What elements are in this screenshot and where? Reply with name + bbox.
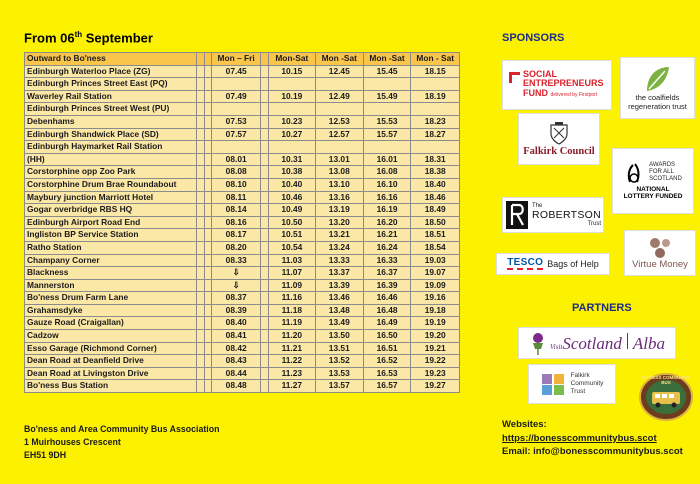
time-cell: 16.21 (363, 229, 411, 242)
time-cell: 10.15 (268, 65, 315, 78)
website-link[interactable]: https://bonesscommunitybus.scot (502, 432, 657, 444)
time-cell: 16.19 (363, 204, 411, 217)
table-row (25, 103, 460, 116)
time-cell: 16.57 (363, 380, 411, 393)
time-cell: 11.18 (268, 304, 315, 317)
table-row (25, 166, 460, 179)
time-cell: 16.37 (363, 267, 411, 280)
table-row (25, 178, 460, 191)
time-cell: 12.57 (315, 128, 363, 141)
time-cell: 11.23 (268, 367, 315, 380)
address-line: 1 Muirhouses Crescent (24, 437, 121, 447)
time-cell: 08.37 (212, 292, 260, 305)
table-row (25, 330, 460, 343)
time-cell: 07.45 (212, 65, 260, 78)
stop-name: Champany Corner (25, 254, 197, 267)
stop-name: Gogar overbridge RBS HQ (25, 204, 197, 217)
stop-name: Edinburgh Shandwick Place (SD) (25, 128, 197, 141)
table-row (25, 90, 460, 103)
time-cell: 13.57 (315, 380, 363, 393)
table-row (25, 292, 460, 305)
time-cell (212, 141, 260, 154)
time-cell (268, 103, 315, 116)
virtue-dots-icon (646, 237, 674, 259)
time-cell: 07.49 (212, 90, 260, 103)
header-col: Mon -Sat (315, 53, 363, 66)
time-cell: 08.33 (212, 254, 260, 267)
table-row (25, 191, 460, 204)
time-cell: 13.53 (315, 367, 363, 380)
time-cell: 08.14 (212, 204, 260, 217)
time-cell: 13.16 (315, 191, 363, 204)
time-cell: 08.01 (212, 153, 260, 166)
time-cell: 15.45 (363, 65, 411, 78)
header-col: Mon - Sat (411, 53, 460, 66)
time-cell: 16.01 (363, 153, 411, 166)
stop-name: Gauze Road (Craigallan) (25, 317, 197, 330)
time-cell: 19.16 (411, 292, 460, 305)
stop-name: Grahamsdyke (25, 304, 197, 317)
sponsors-title: SPONSORS (502, 32, 565, 44)
time-cell: 15.57 (363, 128, 411, 141)
time-cell: 11.22 (268, 355, 315, 368)
time-cell: 08.48 (212, 380, 260, 393)
stop-name: Dean Road at Deanfield Drive (25, 355, 197, 368)
time-cell: 10.23 (268, 115, 315, 128)
time-cell: 16.33 (363, 254, 411, 267)
stop-name: Ratho Station (25, 241, 197, 254)
time-cell: 10.54 (268, 241, 315, 254)
time-cell: 13.01 (315, 153, 363, 166)
time-cell: 19.22 (411, 355, 460, 368)
time-cell: 16.20 (363, 216, 411, 229)
table-row (25, 367, 460, 380)
stop-name: Edinburgh Waterloo Place (ZG) (25, 65, 197, 78)
time-cell: 11.09 (268, 279, 315, 292)
time-cell: ⇩ (212, 267, 260, 280)
time-cell: ⇩ (212, 279, 260, 292)
time-cell: 16.50 (363, 330, 411, 343)
coalfields-leaf-icon (643, 65, 673, 93)
timetable-header-row (25, 53, 460, 66)
time-cell (363, 103, 411, 116)
table-row (25, 115, 460, 128)
table-row (25, 65, 460, 78)
time-cell (268, 141, 315, 154)
table-row (25, 304, 460, 317)
time-cell: 10.46 (268, 191, 315, 204)
virtue-money-logo: Virtue Money (624, 230, 696, 276)
time-cell: 11.27 (268, 380, 315, 393)
time-cell: 13.24 (315, 241, 363, 254)
time-cell (363, 78, 411, 91)
stop-name: Debenhams (25, 115, 197, 128)
stop-name: Mannerston (25, 279, 197, 292)
header-col: Mon – Fri (212, 53, 260, 66)
time-cell: 10.27 (268, 128, 315, 141)
time-cell: 16.39 (363, 279, 411, 292)
time-cell (268, 78, 315, 91)
time-cell: 13.39 (315, 279, 363, 292)
lottery-crossed-fingers-icon (624, 162, 646, 184)
table-row (25, 204, 460, 217)
fct-squares-icon (541, 372, 567, 396)
time-cell (212, 78, 260, 91)
time-cell: 11.16 (268, 292, 315, 305)
time-cell: 08.42 (212, 342, 260, 355)
time-cell: 10.38 (268, 166, 315, 179)
time-cell: 19.09 (411, 279, 460, 292)
time-cell: 13.08 (315, 166, 363, 179)
table-row (25, 380, 460, 393)
table-row (25, 241, 460, 254)
time-cell: 19.03 (411, 254, 460, 267)
time-cell: 08.43 (212, 355, 260, 368)
time-cell (315, 141, 363, 154)
stop-name: Esso Garage (Richmond Corner) (25, 342, 197, 355)
time-cell: 08.20 (212, 241, 260, 254)
stop-name: Maybury junction Marriott Hotel (25, 191, 197, 204)
header-stop: Outward to Bo'ness (25, 53, 197, 66)
partners-title: PARTNERS (572, 302, 632, 314)
table-row (25, 254, 460, 267)
time-cell: 19.23 (411, 367, 460, 380)
table-row (25, 267, 460, 280)
table-row (25, 153, 460, 166)
time-cell (411, 141, 460, 154)
table-row (25, 128, 460, 141)
time-cell: 13.19 (315, 204, 363, 217)
time-cell: 16.10 (363, 178, 411, 191)
stop-name: Bo'ness Bus Station (25, 380, 197, 393)
stop-name: Corstorphine opp Zoo Park (25, 166, 197, 179)
time-cell: 07.57 (212, 128, 260, 141)
address-block (24, 423, 220, 462)
time-cell: 16.52 (363, 355, 411, 368)
time-cell: 13.37 (315, 267, 363, 280)
time-cell: 16.24 (363, 241, 411, 254)
time-cell: 19.07 (411, 267, 460, 280)
falkirk-council-logo: Falkirk Council (518, 113, 600, 165)
time-cell: 13.52 (315, 355, 363, 368)
time-cell (411, 78, 460, 91)
stop-name: Edinburgh Princes Street West (PU) (25, 103, 197, 116)
time-cell: 16.48 (363, 304, 411, 317)
time-cell: 19.19 (411, 317, 460, 330)
boness-bus-badge: BO'NESS COMMUNITY BUS (638, 372, 694, 422)
stop-name: Bo'ness Drum Farm Lane (25, 292, 197, 305)
time-cell: 13.33 (315, 254, 363, 267)
time-cell: 16.53 (363, 367, 411, 380)
table-row (25, 342, 460, 355)
address-line: Bo'ness and Area Community Bus Association (24, 424, 220, 434)
coalfields-logo: the coalfields regeneration trust (620, 57, 695, 119)
table-row (25, 279, 460, 292)
time-cell: 18.50 (411, 216, 460, 229)
time-cell: 18.31 (411, 153, 460, 166)
time-cell (212, 103, 260, 116)
time-cell: 13.50 (315, 330, 363, 343)
time-cell (315, 103, 363, 116)
contact-block (502, 418, 683, 459)
time-cell: 08.16 (212, 216, 260, 229)
stop-name: (HH) (25, 153, 197, 166)
time-cell: 11.19 (268, 317, 315, 330)
time-cell: 19.20 (411, 330, 460, 343)
time-cell: 19.18 (411, 304, 460, 317)
time-cell: 11.07 (268, 267, 315, 280)
stop-name: Edinburgh Airport Road End (25, 216, 197, 229)
thistle-icon (529, 331, 547, 355)
header-col: Mon-Sat (268, 53, 315, 66)
time-cell: 13.10 (315, 178, 363, 191)
time-cell: 18.46 (411, 191, 460, 204)
table-row (25, 216, 460, 229)
time-cell: 16.46 (363, 292, 411, 305)
lottery-logo: AWARDS FOR ALL SCOTLAND NATIONAL LOTTERY FUNDED (612, 148, 694, 214)
time-cell: 13.20 (315, 216, 363, 229)
time-cell: 13.46 (315, 292, 363, 305)
time-cell: 15.53 (363, 115, 411, 128)
time-cell: 18.19 (411, 90, 460, 103)
time-cell: 08.39 (212, 304, 260, 317)
websites-label: Websites: (502, 419, 547, 430)
time-cell: 13.49 (315, 317, 363, 330)
time-cell: 18.54 (411, 241, 460, 254)
time-cell: 16.49 (363, 317, 411, 330)
stop-name: Waverley Rail Station (25, 90, 197, 103)
time-cell: 10.19 (268, 90, 315, 103)
stop-name: Dean Road at Livingston Drive (25, 367, 197, 380)
time-cell: 08.17 (212, 229, 260, 242)
header-col: Mon -Sat (363, 53, 411, 66)
time-cell: 10.51 (268, 229, 315, 242)
sef-logo: SOCIAL ENTREPRENEURS FUND delivered by Firstport (502, 60, 612, 110)
robertson-trust-logo: The ROBERTSON Trust (502, 197, 604, 233)
time-cell (315, 78, 363, 91)
time-cell: 13.48 (315, 304, 363, 317)
time-cell: 18.15 (411, 65, 460, 78)
time-cell: 10.49 (268, 204, 315, 217)
falkirk-community-trust-logo: Falkirk Community Trust (528, 364, 616, 404)
table-row (25, 355, 460, 368)
time-cell: 10.50 (268, 216, 315, 229)
stop-name: Corstorphine Drum Brae Roundabout (25, 178, 197, 191)
falkirk-crest-icon (548, 122, 570, 146)
time-cell: 18.40 (411, 178, 460, 191)
time-cell: 18.27 (411, 128, 460, 141)
time-cell: 16.16 (363, 191, 411, 204)
address-line: EH51 9DH (24, 450, 67, 460)
time-cell: 08.10 (212, 178, 260, 191)
divider (627, 333, 628, 349)
time-cell: 10.40 (268, 178, 315, 191)
time-cell: 08.44 (212, 367, 260, 380)
time-cell: 16.08 (363, 166, 411, 179)
time-cell: 15.49 (363, 90, 411, 103)
stop-name: Edinburgh Princes Street East (PQ) (25, 78, 197, 91)
time-cell: 08.08 (212, 166, 260, 179)
time-cell: 18.49 (411, 204, 460, 217)
time-cell: 12.45 (315, 65, 363, 78)
time-cell: 18.23 (411, 115, 460, 128)
stop-name: Cadzow (25, 330, 197, 343)
page-heading: From 06th September (24, 30, 153, 46)
table-row (25, 229, 460, 242)
time-cell: 10.31 (268, 153, 315, 166)
table-row (25, 141, 460, 154)
stop-name: Ingliston BP Service Station (25, 229, 197, 242)
time-cell: 16.51 (363, 342, 411, 355)
time-cell: 12.49 (315, 90, 363, 103)
time-cell (411, 103, 460, 116)
time-cell: 11.21 (268, 342, 315, 355)
time-cell: 13.21 (315, 229, 363, 242)
time-cell: 13.51 (315, 342, 363, 355)
time-cell: 12.53 (315, 115, 363, 128)
time-cell: 18.38 (411, 166, 460, 179)
timetable (24, 52, 460, 393)
time-cell: 08.11 (212, 191, 260, 204)
stop-name: Blackness (25, 267, 197, 280)
robertson-mark-icon (506, 201, 528, 229)
time-cell: 19.27 (411, 380, 460, 393)
table-row (25, 78, 460, 91)
email-line: Email: info@bonesscommunitybus.scot (502, 446, 683, 457)
time-cell: 08.40 (212, 317, 260, 330)
time-cell: 11.03 (268, 254, 315, 267)
time-cell: 07.53 (212, 115, 260, 128)
visitscotland-logo: Visit Scotland Alba (518, 327, 676, 359)
tesco-logo: TESCO Bags of Help (496, 253, 610, 275)
table-row (25, 317, 460, 330)
time-cell: 08.41 (212, 330, 260, 343)
sef-mark-icon (509, 72, 520, 83)
time-cell: 19.21 (411, 342, 460, 355)
time-cell (363, 141, 411, 154)
time-cell: 11.20 (268, 330, 315, 343)
stop-name: Edinburgh Haymarket Rail Station (25, 141, 197, 154)
time-cell: 18.51 (411, 229, 460, 242)
